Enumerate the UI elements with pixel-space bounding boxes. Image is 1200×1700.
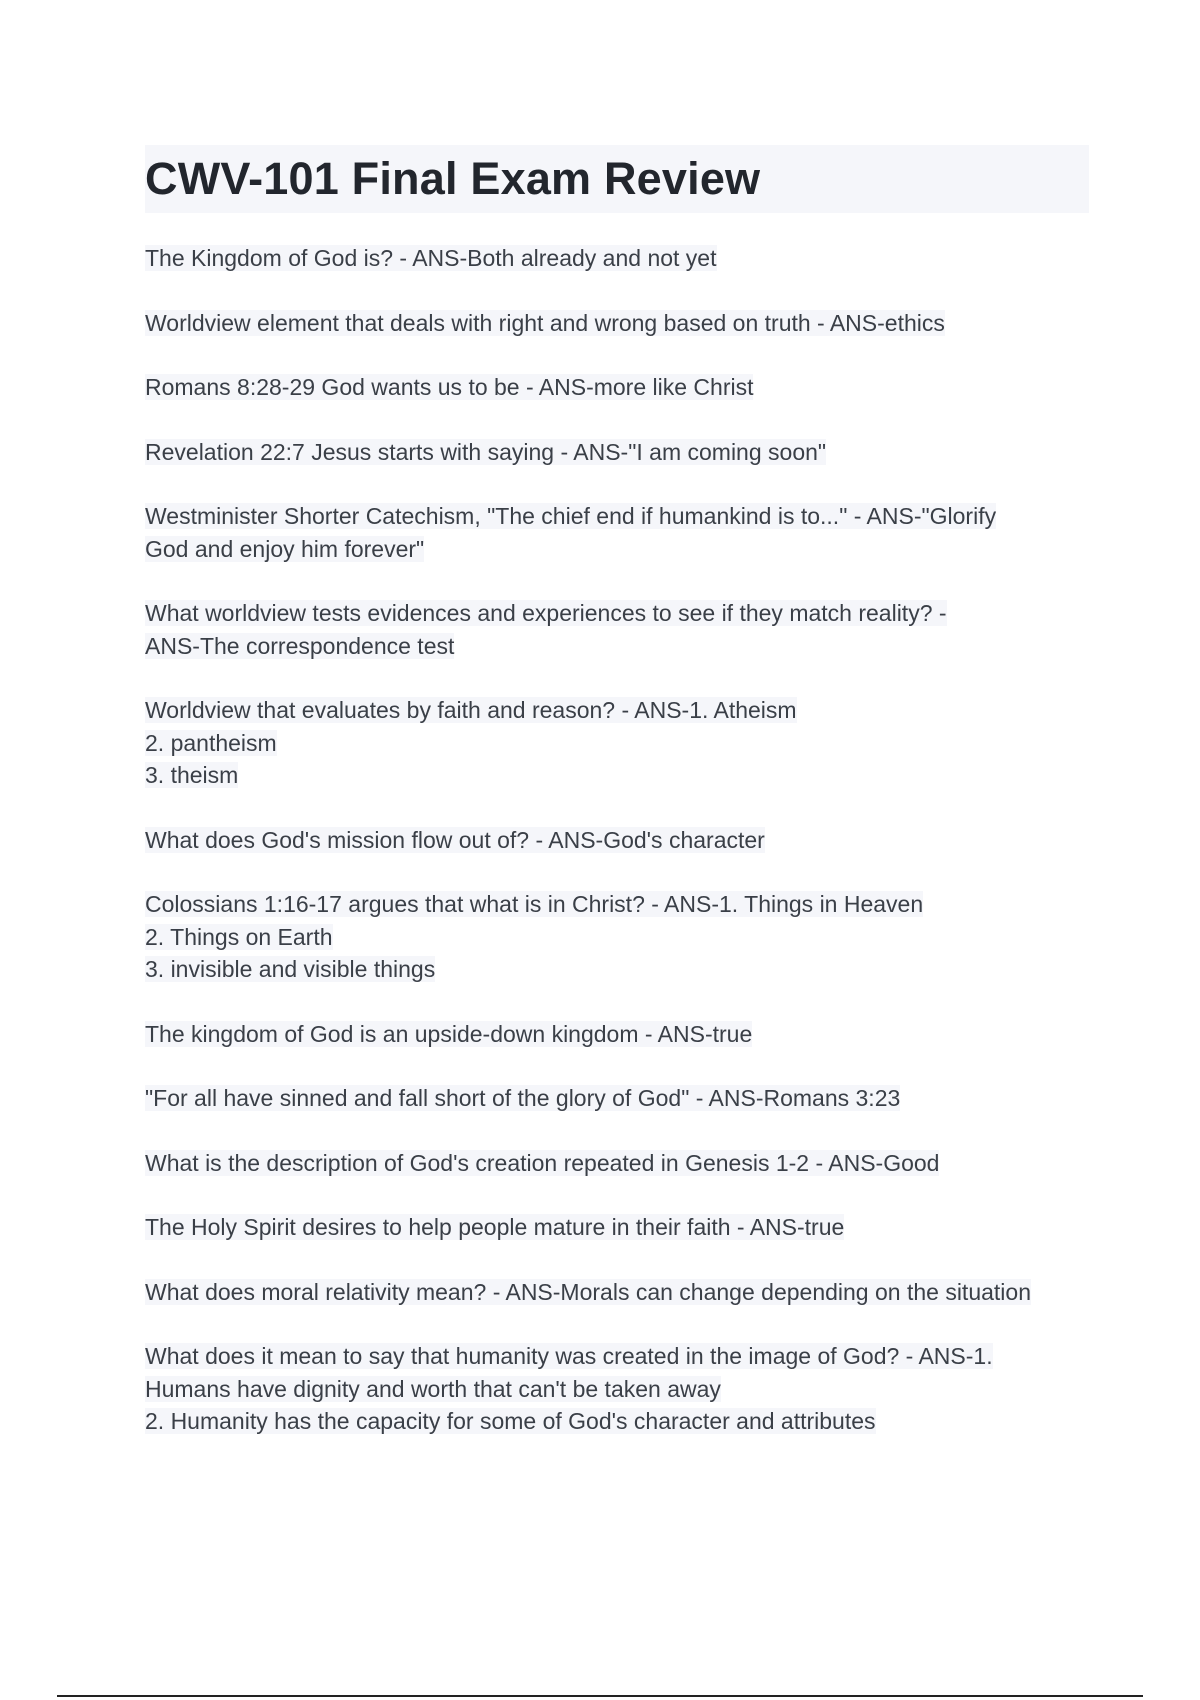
page-title: CWV-101 Final Exam Review xyxy=(145,153,761,204)
qa-line-text: Worldview element that deals with right and wrong based on truth - ANS-ethics xyxy=(145,309,945,336)
qa-line xyxy=(145,597,1095,630)
qa-line xyxy=(145,888,1095,921)
qa-item xyxy=(145,371,1095,404)
qa-item xyxy=(145,888,1095,986)
qa-line-text: The kingdom of God is an upside-down kingdom - ANS-true xyxy=(145,1020,753,1047)
qa-line xyxy=(145,1340,1095,1373)
qa-item xyxy=(145,824,1095,857)
qa-line-text: What does it mean to say that humanity was created in the image of God? - ANS-1. xyxy=(145,1343,993,1369)
qa-line xyxy=(145,1147,1095,1180)
qa-item xyxy=(145,500,1095,565)
qa-item xyxy=(145,1276,1095,1309)
qa-line-text: 2. Humanity has the capacity for some of God's character and attributes xyxy=(145,1408,876,1434)
qa-line-text: Revelation 22:7 Jesus starts with saying - ANS-"I am coming soon" xyxy=(145,438,827,465)
qa-line xyxy=(145,371,1095,404)
qa-line-text: ANS-The correspondence test xyxy=(145,632,455,659)
qa-item xyxy=(145,1340,1095,1438)
qa-line xyxy=(145,953,1095,986)
qa-line-text: 2. pantheism xyxy=(145,729,277,756)
qa-line xyxy=(145,533,1095,566)
qa-line-text: Worldview that evaluates by faith and reason? - ANS-1. Atheism xyxy=(145,697,797,723)
qa-line xyxy=(145,727,1095,760)
qa-line xyxy=(145,307,1095,340)
qa-line xyxy=(145,1018,1095,1051)
qa-line-text: Colossians 1:16-17 argues that what is in Christ? - ANS-1. Things in Heaven xyxy=(145,891,924,917)
qa-line-text: What does God's mission flow out of? - ANS-God's character xyxy=(145,826,765,853)
qa-item xyxy=(145,1082,1095,1115)
qa-line xyxy=(145,1276,1095,1309)
qa-item xyxy=(145,1018,1095,1051)
qa-item xyxy=(145,597,1095,662)
qa-line xyxy=(145,759,1095,792)
qa-line-text: What does moral relativity mean? - ANS-Morals can change depending on the situation xyxy=(145,1278,1031,1305)
qa-line-text: "For all have sinned and fall short of the glory of God" - ANS-Romans 3:23 xyxy=(145,1085,901,1111)
qa-line xyxy=(145,921,1095,954)
qa-line xyxy=(145,694,1095,727)
qa-item xyxy=(145,1147,1095,1180)
qa-line xyxy=(145,1211,1095,1244)
qa-line-text: The Holy Spirit desires to help people mature in their faith - ANS-true xyxy=(145,1214,845,1240)
title-banner xyxy=(145,145,1089,213)
qa-item xyxy=(145,242,1095,275)
footer-divider xyxy=(57,1695,1143,1697)
qa-line-text: Westminister Shorter Catechism, "The chief end if humankind is to..." - ANS-"Glorify xyxy=(145,503,997,529)
qa-line xyxy=(145,824,1095,857)
qa-item xyxy=(145,694,1095,792)
qa-line-text: God and enjoy him forever" xyxy=(145,535,425,562)
question-answer-list xyxy=(145,242,1095,1470)
qa-line xyxy=(145,630,1095,663)
qa-line-text: Humans have dignity and worth that can't be taken away xyxy=(145,1375,721,1402)
qa-line xyxy=(145,1373,1095,1406)
qa-line-text: Romans 8:28-29 God wants us to be - ANS-more like Christ xyxy=(145,374,754,400)
qa-line-text: 3. invisible and visible things xyxy=(145,956,436,982)
qa-line-text: 2. Things on Earth xyxy=(145,923,333,950)
qa-line xyxy=(145,1405,1095,1438)
qa-item xyxy=(145,1211,1095,1244)
qa-line xyxy=(145,242,1095,275)
qa-line-text: What worldview tests evidences and experiences to see if they match reality? - xyxy=(145,600,947,626)
qa-line xyxy=(145,436,1095,469)
qa-line-text: 3. theism xyxy=(145,762,239,788)
qa-item xyxy=(145,307,1095,340)
qa-line xyxy=(145,1082,1095,1115)
qa-item xyxy=(145,436,1095,469)
qa-line-text: The Kingdom of God is? - ANS-Both already and not yet xyxy=(145,245,717,271)
qa-line xyxy=(145,500,1095,533)
qa-line-text: What is the description of God's creation repeated in Genesis 1-2 - ANS-Good xyxy=(145,1149,940,1176)
